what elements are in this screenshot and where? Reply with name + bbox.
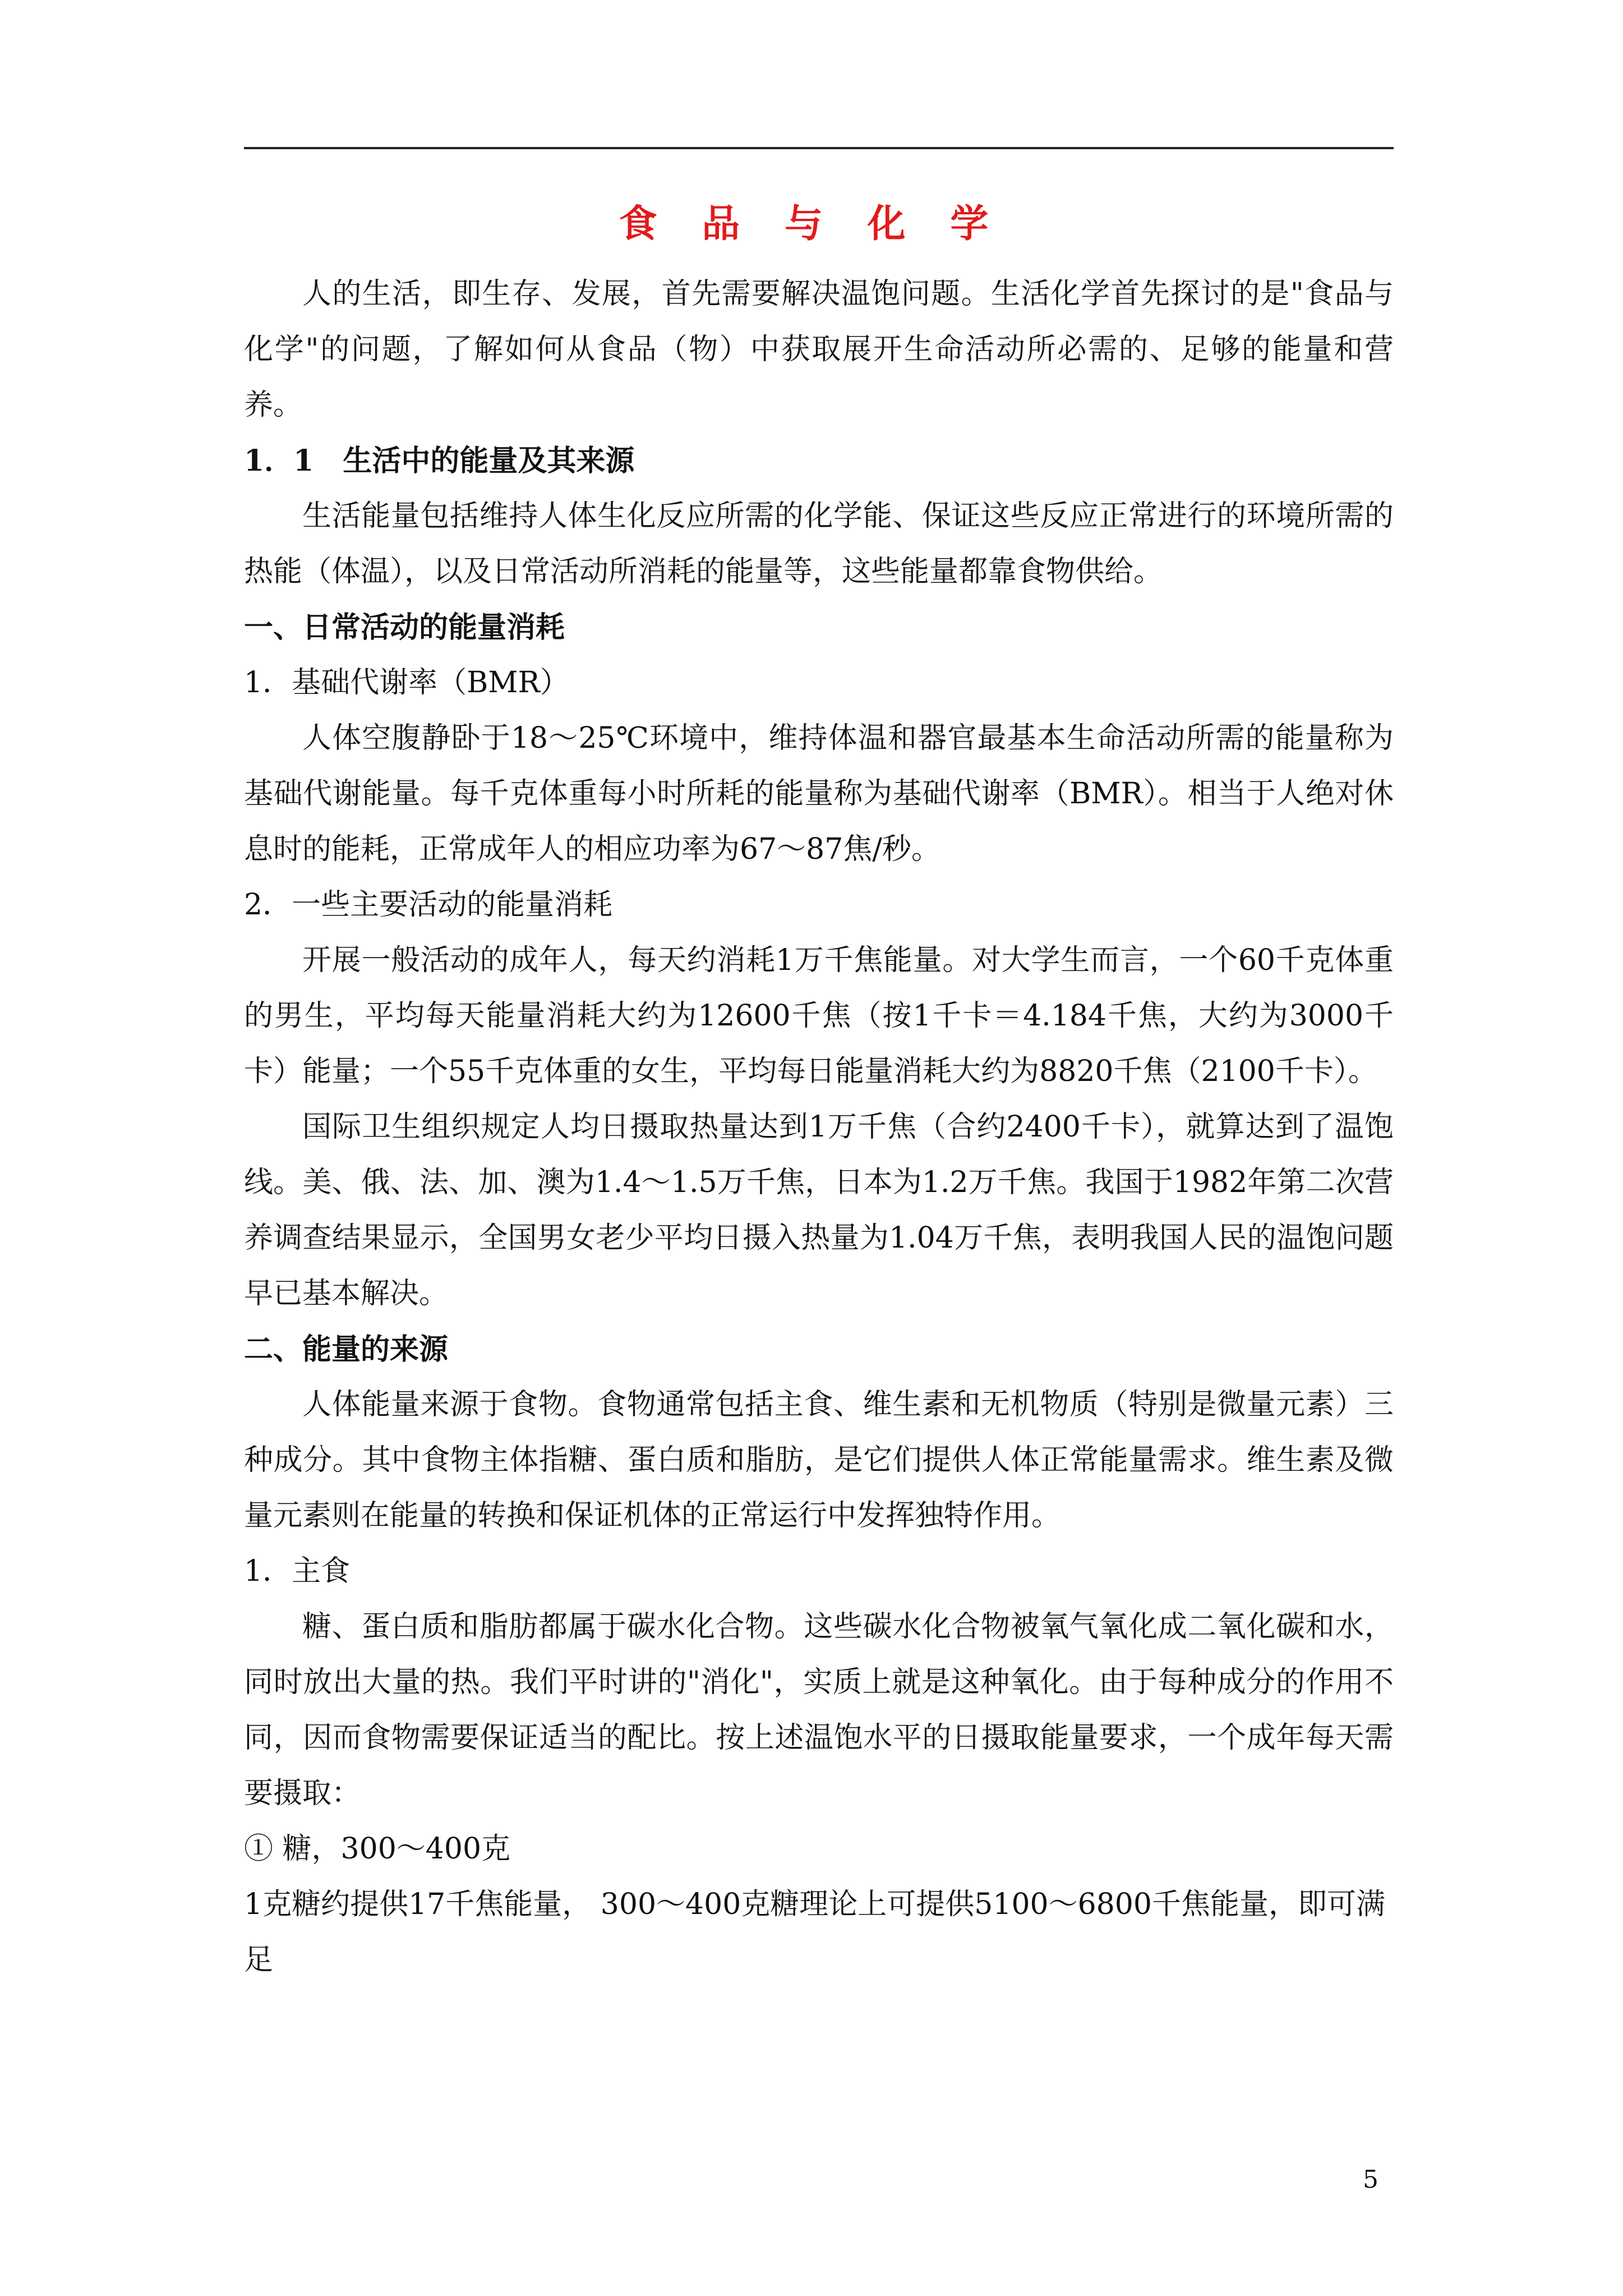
paragraph-who-standard: 国际卫生组织规定人均日摄取热量达到1万千焦（合约2400千卡），就算达到了温饱线。美、俄、法、加、澳为1.4～1.5万千焦，日本为1.2万千焦。我国于1982年第二次营养调查结果显示，全国男女老少平均日摄入热量为1.04万千焦，表明我国人民的温饱问题早已基本解决。 — [244, 1110, 1394, 1310]
section-heading-energy-source: 二、能量的来源 — [244, 1332, 449, 1366]
page-title: 食 品 与 化 学 — [619, 201, 1004, 246]
paragraph-daily-consumption: 开展一般活动的成年人，每天约消耗1万千焦能量。对大学生而言，一个60千克体重的男生，平均每天能量消耗大约为12600千焦（按1千卡＝4.184千焦，大约为3000千卡）能量；一个55千克体重的女生，平均每日能量消耗大约为8820千焦（2100千卡）。 — [244, 944, 1394, 1088]
section-heading-1-1: 1．1 生活中的能量及其来源 — [244, 444, 635, 478]
subheading-staple-food: 1．主食 — [244, 1554, 351, 1588]
list-item-sugar: ① 糖，300～400克 — [244, 1832, 511, 1866]
paragraph-energy-definition: 生活能量包括维持人体生化反应所需的化学能、保证这些反应正常进行的环境所需的热能（体温），以及日常活动所消耗的能量等，这些能量都靠食物供给。 — [244, 499, 1394, 588]
paragraph-staple-food: 糖、蛋白质和脂肪都属于碳水化合物。这些碳水化合物被氧气氧化成二氧化碳和水，同时放出大量的热。我们平时讲的"消化"，实质上就是这种氧化。由于每种成分的作用不同，因而食物需要保证适当的配比。按上述温饱水平的日摄取能量要求，一个成年每天需要摄取： — [244, 1610, 1394, 1810]
paragraph-bmr: 人体空腹静卧于18～25℃环境中，维持体温和器官最基本生命活动所需的能量称为基础代谢能量。每千克体重每小时所耗的能量称为基础代谢率（BMR）。相当于人绝对休息时的能耗，正常成年人的相应功率为67～87焦/秒。 — [244, 721, 1394, 866]
header-rule — [244, 147, 1394, 149]
subheading-bmr: 1．基础代谢率（BMR） — [244, 666, 569, 700]
page-number: 5 — [1363, 2165, 1378, 2194]
paragraph-intro: 人的生活，即生存、发展，首先需要解决温饱问题。生活化学首先探讨的是"食品与化学"的问题，了解如何从食品（物）中获取展开生命活动所必需的、足够的能量和营养。 — [244, 277, 1394, 422]
paragraph-food-components: 人体能量来源于食物。食物通常包括主食、维生素和无机物质（特别是微量元素）三种成分。其中食物主体指糖、蛋白质和脂肪，是它们提供人体正常能量需求。维生素及微量元素则在能量的转换和保证机体的正常运行中发挥独特作用。 — [244, 1388, 1394, 1533]
body-content — [244, 266, 1394, 1988]
subheading-activity-consumption: 2．一些主要活动的能量消耗 — [244, 888, 613, 922]
section-heading-energy-consumption: 一、日常活动的能量消耗 — [244, 610, 565, 645]
paragraph-sugar-energy: 1克糖约提供17千焦能量， 300～400克糖理论上可提供5100～6800千焦能量，即可满足 — [244, 1888, 1385, 1977]
